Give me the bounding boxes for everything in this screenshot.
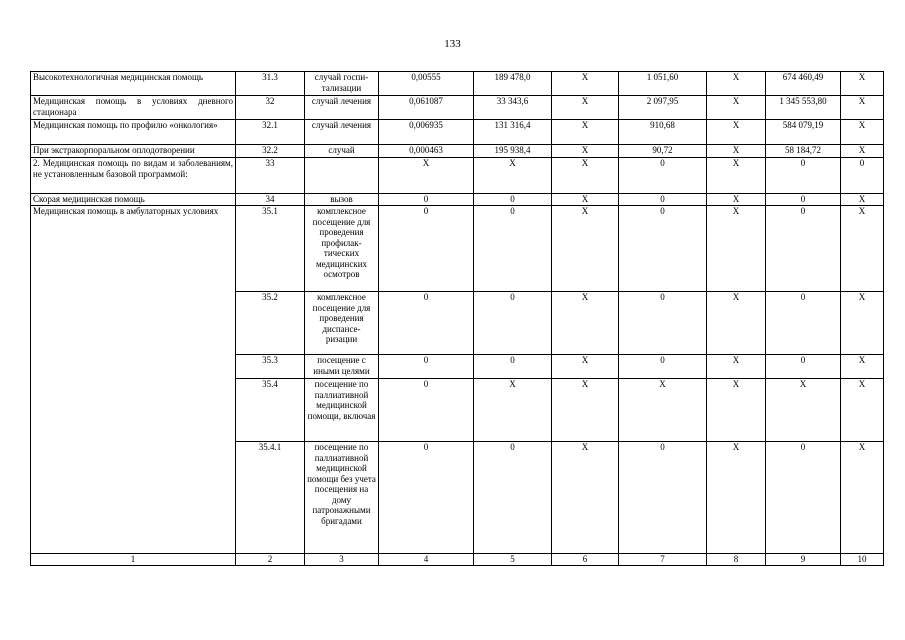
cell-col8: X <box>707 442 766 554</box>
column-number: 6 <box>552 554 619 566</box>
cell-col4: 0 <box>379 442 474 554</box>
cell-col8: X <box>707 379 766 442</box>
cell-col6: X <box>552 72 619 96</box>
cell-col5: 189 478,0 <box>474 72 552 96</box>
table-row <box>31 206 884 292</box>
cell-col7: 0 <box>619 292 707 355</box>
column-number: 10 <box>841 554 884 566</box>
tariff-table <box>30 71 884 566</box>
cell-col7: 0 <box>619 194 707 206</box>
cell-col6: X <box>552 442 619 554</box>
cell-col9: 58 184,72 <box>766 145 841 158</box>
row-unit: случай лечения <box>305 120 379 145</box>
column-number: 4 <box>379 554 474 566</box>
cell-col10: X <box>841 292 884 355</box>
column-number: 3 <box>305 554 379 566</box>
cell-col9: 0 <box>766 442 841 554</box>
cell-col8: X <box>707 194 766 206</box>
row-code: 34 <box>236 194 305 206</box>
row-unit: посещение по паллиативной медицинской помощи без учета посещения на дому патронажными бригадами <box>305 442 379 554</box>
cell-col8: X <box>707 292 766 355</box>
table-row <box>31 120 884 145</box>
row-unit: случай <box>305 145 379 158</box>
cell-col7: 90,72 <box>619 145 707 158</box>
cell-col5: 0 <box>474 206 552 292</box>
table-row <box>31 96 884 120</box>
table-row <box>31 158 884 194</box>
cell-col10: X <box>841 206 884 292</box>
cell-col4: 0,006935 <box>379 120 474 145</box>
cell-col5: X <box>474 158 552 194</box>
cell-col5: 0 <box>474 442 552 554</box>
cell-col10: X <box>841 379 884 442</box>
row-unit: посещение с иными целями <box>305 355 379 379</box>
row-name: Скорая медицинская помощь <box>31 194 236 206</box>
cell-col9: 674 460,49 <box>766 72 841 96</box>
row-code: 32 <box>236 96 305 120</box>
cell-col9: 1 345 553,80 <box>766 96 841 120</box>
row-unit: посещение по паллиативной медицинской помощи, включая <box>305 379 379 442</box>
cell-col8: X <box>707 96 766 120</box>
cell-col9: 0 <box>766 158 841 194</box>
cell-col10: X <box>841 194 884 206</box>
row-code: 35.3 <box>236 355 305 379</box>
cell-col6: X <box>552 96 619 120</box>
ambulatory-group-name: Медицинская помощь в амбулаторных условиях <box>31 206 236 554</box>
cell-col7: 0 <box>619 206 707 292</box>
row-name: Медицинская помощь в условиях дневного стационара <box>31 96 236 120</box>
cell-col6: X <box>552 158 619 194</box>
cell-col6: X <box>552 292 619 355</box>
row-unit: случай госпи-тализации <box>305 72 379 96</box>
cell-col7: 0 <box>619 355 707 379</box>
cell-col9: 0 <box>766 206 841 292</box>
cell-col10: X <box>841 120 884 145</box>
cell-col10: X <box>841 442 884 554</box>
column-number: 9 <box>766 554 841 566</box>
cell-col6: X <box>552 120 619 145</box>
table-row <box>31 145 884 158</box>
cell-col4: 0 <box>379 292 474 355</box>
table-row <box>31 72 884 96</box>
cell-col7: 910,68 <box>619 120 707 145</box>
cell-col10: X <box>841 72 884 96</box>
cell-col8: X <box>707 158 766 194</box>
cell-col5: 0 <box>474 194 552 206</box>
row-name: Медицинская помощь по профилю «онкология» <box>31 120 236 145</box>
cell-col5: X <box>474 379 552 442</box>
cell-col6: X <box>552 355 619 379</box>
cell-col7: 1 051,60 <box>619 72 707 96</box>
column-number: 8 <box>707 554 766 566</box>
cell-col5: 33 343,6 <box>474 96 552 120</box>
cell-col4: 0 <box>379 379 474 442</box>
cell-col9: X <box>766 379 841 442</box>
cell-col6: X <box>552 379 619 442</box>
row-code: 33 <box>236 158 305 194</box>
cell-col9: 0 <box>766 355 841 379</box>
column-number: 2 <box>236 554 305 566</box>
table-row <box>31 194 884 206</box>
cell-col7: X <box>619 379 707 442</box>
cell-col10: X <box>841 96 884 120</box>
row-name: 2. Медицинская помощь по видам и заболеваниям, не установленным базовой программой: <box>31 158 236 194</box>
row-code: 35.2 <box>236 292 305 355</box>
cell-col8: X <box>707 145 766 158</box>
cell-col8: X <box>707 355 766 379</box>
column-number: 1 <box>31 554 236 566</box>
row-code: 35.4.1 <box>236 442 305 554</box>
cell-col8: X <box>707 120 766 145</box>
cell-col8: X <box>707 72 766 96</box>
cell-col4: 0,000463 <box>379 145 474 158</box>
cell-col5: 0 <box>474 355 552 379</box>
cell-col9: 0 <box>766 194 841 206</box>
cell-col9: 0 <box>766 292 841 355</box>
row-code: 35.1 <box>236 206 305 292</box>
row-code: 32.1 <box>236 120 305 145</box>
cell-col6: X <box>552 206 619 292</box>
row-name: При экстракорпоральном оплодотворении <box>31 145 236 158</box>
cell-col10: X <box>841 355 884 379</box>
cell-col10: X <box>841 145 884 158</box>
cell-col4: X <box>379 158 474 194</box>
cell-col6: X <box>552 194 619 206</box>
page-number: 133 <box>444 38 461 50</box>
cell-col7: 0 <box>619 158 707 194</box>
cell-col5: 195 938,4 <box>474 145 552 158</box>
cell-col7: 0 <box>619 442 707 554</box>
cell-col4: 0 <box>379 355 474 379</box>
row-code: 35.4 <box>236 379 305 442</box>
row-unit: вызов <box>305 194 379 206</box>
row-unit: комплексное посещение для проведения диспансе-ризации <box>305 292 379 355</box>
row-unit <box>305 158 379 194</box>
column-number: 5 <box>474 554 552 566</box>
cell-col6: X <box>552 145 619 158</box>
cell-col5: 131 316,4 <box>474 120 552 145</box>
column-number: 7 <box>619 554 707 566</box>
cell-col4: 0 <box>379 194 474 206</box>
row-unit: случай лечения <box>305 96 379 120</box>
column-number-row <box>31 554 884 566</box>
cell-col10: 0 <box>841 158 884 194</box>
row-unit: комплексное посещение для проведения профилак-тических медицинских осмотров <box>305 206 379 292</box>
row-code: 31.3 <box>236 72 305 96</box>
cell-col9: 584 079,19 <box>766 120 841 145</box>
cell-col8: X <box>707 206 766 292</box>
cell-col4: 0,00555 <box>379 72 474 96</box>
row-name: Высокотехнологичная медицинская помощь <box>31 72 236 96</box>
cell-col4: 0 <box>379 206 474 292</box>
cell-col7: 2 097,95 <box>619 96 707 120</box>
row-code: 32.2 <box>236 145 305 158</box>
cell-col5: 0 <box>474 292 552 355</box>
cell-col4: 0,061087 <box>379 96 474 120</box>
